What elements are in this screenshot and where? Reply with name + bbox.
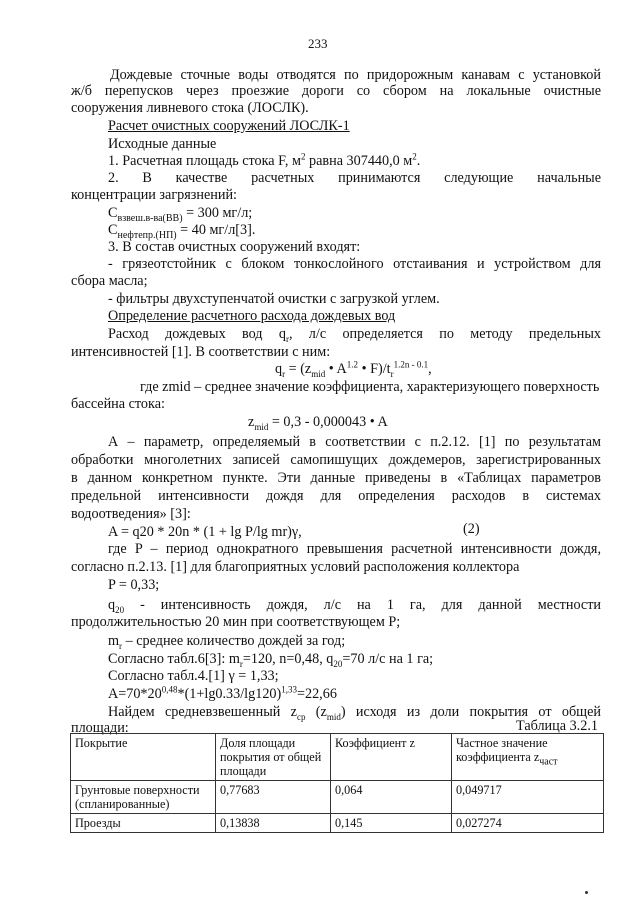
period-value: P = 0,33; xyxy=(108,577,160,593)
p10-b: *(1+lg0.33/lg120) xyxy=(177,686,282,702)
table-cell: 0,13838 xyxy=(216,814,331,833)
table-header: Покрытие xyxy=(71,734,216,781)
c1-value: = 300 мг/л; xyxy=(182,205,253,221)
f1-dsub: r xyxy=(390,368,394,379)
f1-c: • A xyxy=(325,361,347,377)
paragraph-4-line-4: предельной интенсивности дождя для определения расходов в системах xyxy=(71,488,601,504)
bullet-2: - фильтры двухступенчатой очистки с загрузкой углем. xyxy=(108,291,440,307)
item-1-sup2: 2 xyxy=(412,151,417,162)
f1-bsub: mid xyxy=(311,368,326,379)
p11-a: Найдем средневзвешенный z xyxy=(108,704,297,720)
paragraph-3-line-2: бассейна стока: xyxy=(71,396,165,412)
paragraph-1-line-3: сооружения ливневого стока (ЛОСЛК). xyxy=(71,100,309,116)
paragraph-11-line-2: площади: xyxy=(71,720,129,736)
c2-symbol: С xyxy=(108,222,118,238)
paragraph-9: Согласно табл.4.[1] γ = 1,33; xyxy=(108,668,279,684)
table-cell: 0,064 xyxy=(331,781,452,814)
formula-3: A = q20 * 20n * (1 + lg P/lg mr)γ, xyxy=(108,524,302,540)
paragraph-4-line-5: водоотведения» [3]: xyxy=(71,506,191,522)
p7-text: – среднее количество дождей за год; xyxy=(122,633,346,649)
table-caption: Таблица 3.2.1 xyxy=(516,718,598,734)
bullet-1-line-1: - грязеотстойник с блоком тонкослойного отстаивания и устройством для xyxy=(108,256,601,272)
f1-d: • F)/t xyxy=(358,361,391,377)
p8-c: =70 л/с на 1 га; xyxy=(342,651,434,667)
item-2-line-2: концентрации загрязнений: xyxy=(71,187,237,203)
item-1-text: 1. Расчетная площадь стока F, м xyxy=(108,153,301,169)
item-2-word: расчетных xyxy=(251,170,315,186)
table-cell: 0,027274 xyxy=(452,814,604,833)
paragraph-1-line-2: ж/б перепусков через проезжие дороги со сбором на локальные очистные xyxy=(71,83,601,99)
paragraph-6-line-2: продолжительностью 20 мин при соответствующем P; xyxy=(71,614,401,630)
paragraph-2-line-1 xyxy=(108,326,601,342)
heading-rain-flow: Определение расчетного расхода дождевых вод xyxy=(108,308,396,324)
item-1 xyxy=(108,153,420,169)
p11-c: ) исходя из доли покрытия от общей xyxy=(340,704,601,720)
item-2-word: принимаются xyxy=(338,170,421,186)
p6-q: q xyxy=(108,597,116,613)
paragraph-10 xyxy=(108,686,337,702)
f2-zsub: mid xyxy=(254,421,269,432)
p8-asub: r xyxy=(239,658,243,669)
paragraph-7 xyxy=(108,633,345,649)
item-1-end: . xyxy=(416,153,421,169)
table-header: Коэффициент z xyxy=(331,734,452,781)
table-header-row xyxy=(71,734,604,781)
f2-rest: = 0,3 - 0,000043 • A xyxy=(268,414,388,430)
table-cell: 0,77683 xyxy=(216,781,331,814)
p8-a: Согласно табл.6[3]: m xyxy=(108,651,240,667)
c2-subscript: нефтепр.(НП) xyxy=(117,229,177,241)
concentration-oil xyxy=(108,222,256,241)
paragraph-5-line-2: согласно п.2.13. [1] для благоприятных условий расположения коллектора xyxy=(71,559,520,575)
p2-text: Расход дождевых вод q xyxy=(108,326,286,342)
paragraph-6-line-1 xyxy=(108,597,601,613)
paragraph-4-line-3: в данном конкретном пункте. Эти данные приведены в «Таблицах параметров xyxy=(71,470,601,486)
p8-bsub: 20 xyxy=(333,658,343,669)
formula-2 xyxy=(248,414,388,430)
formula-3-number: (2) xyxy=(463,521,480,537)
paragraph-2-line-2: интенсивностей [1]. В соответствии с ним: xyxy=(71,344,331,360)
p2-rest: , л/с определяется по методу предельных xyxy=(288,326,601,342)
f1-dsup: 1.2n - 0.1 xyxy=(393,359,429,370)
concentration-suspended xyxy=(108,205,253,224)
scan-speck xyxy=(585,891,588,894)
item-1-mid: равна 307440,0 м xyxy=(305,153,413,169)
item-2-word: 2. xyxy=(108,170,119,186)
table-row xyxy=(71,781,604,814)
p6-qsub: 20 xyxy=(115,604,125,615)
p11-b: (z xyxy=(305,704,327,720)
table-header-text: Частное значение коэффициента z xyxy=(456,736,548,764)
p11-sub: ср xyxy=(296,711,306,722)
bullet-1-line-2: сбора масла; xyxy=(71,273,148,289)
heading-treatment-calc: Расчет очистных сооружений ЛОСЛК-1 xyxy=(108,118,350,134)
formula-1 xyxy=(275,361,432,377)
coverage-table xyxy=(70,733,604,833)
item-2-line-1 xyxy=(108,170,601,186)
paragraph-4-line-2: обработки многолетних записей самопишущих дождемеров, зарегистрированных xyxy=(71,452,601,468)
item-2-word: начальные xyxy=(537,170,601,186)
p2-sub: r xyxy=(285,333,289,344)
table-cell: Проезды xyxy=(71,814,216,833)
initial-data-label: Исходные данные xyxy=(108,136,217,152)
table-cell: Грунтовые поверхности (спланированные) xyxy=(71,781,216,814)
item-2-word: В xyxy=(142,170,152,186)
p10-bsup: 1,33 xyxy=(281,684,297,695)
p7-msub: r xyxy=(119,640,123,651)
table-header: Доля площади покрытия от общей площади xyxy=(216,734,331,781)
paragraph-3-line-1: где zmid – среднее значение коэффициента, характеризующего поверхность xyxy=(140,379,600,395)
paragraph-4-line-1: А – параметр, определяемый в соответствии с п.2.12. [1] по результатам xyxy=(108,434,601,450)
page-number: 233 xyxy=(308,36,328,51)
paragraph-5-line-1: где P – период однократного превышения расчетной интенсивности дождя, xyxy=(108,541,601,557)
table-header xyxy=(452,734,604,781)
table-cell: 0,049717 xyxy=(452,781,604,814)
table-row xyxy=(71,814,604,833)
table-cell: 0,145 xyxy=(331,814,452,833)
paragraph-8 xyxy=(108,651,433,667)
item-2-word: качестве xyxy=(175,170,228,186)
item-2-word: следующие xyxy=(444,170,514,186)
f2-z: z xyxy=(248,414,255,430)
paragraph-1-line-1: Дождевые сточные воды отводятся по придорожным канавам с установкой xyxy=(110,67,601,83)
c1-symbol: С xyxy=(108,205,118,221)
c2-value: = 40 мг/л[3]. xyxy=(176,222,256,238)
item-1-sup: 2 xyxy=(300,151,306,162)
p8-b: =120, n=0,48, q xyxy=(242,651,334,667)
p7-m: m xyxy=(108,633,120,649)
f1-e: , xyxy=(428,361,432,377)
f1-csup: 1.2 xyxy=(346,359,359,370)
p10-c: =22,66 xyxy=(296,686,337,702)
p10-a: A=70*20 xyxy=(108,686,162,702)
f1-q: q xyxy=(275,361,283,377)
f1-b: = (z xyxy=(285,361,312,377)
p11-sub2: mid xyxy=(326,711,341,722)
p10-asup: 0,48 xyxy=(161,684,178,695)
f1-qsub: r xyxy=(282,368,286,379)
table-header-sub: част xyxy=(539,756,558,768)
item-3: 3. В состав очистных сооружений входят: xyxy=(108,239,361,255)
p6-text: - интенсивность дождя, л/с на 1 га, для данной местности xyxy=(124,597,601,613)
c1-subscript: взвеш.в-ва(ВВ) xyxy=(117,212,183,224)
